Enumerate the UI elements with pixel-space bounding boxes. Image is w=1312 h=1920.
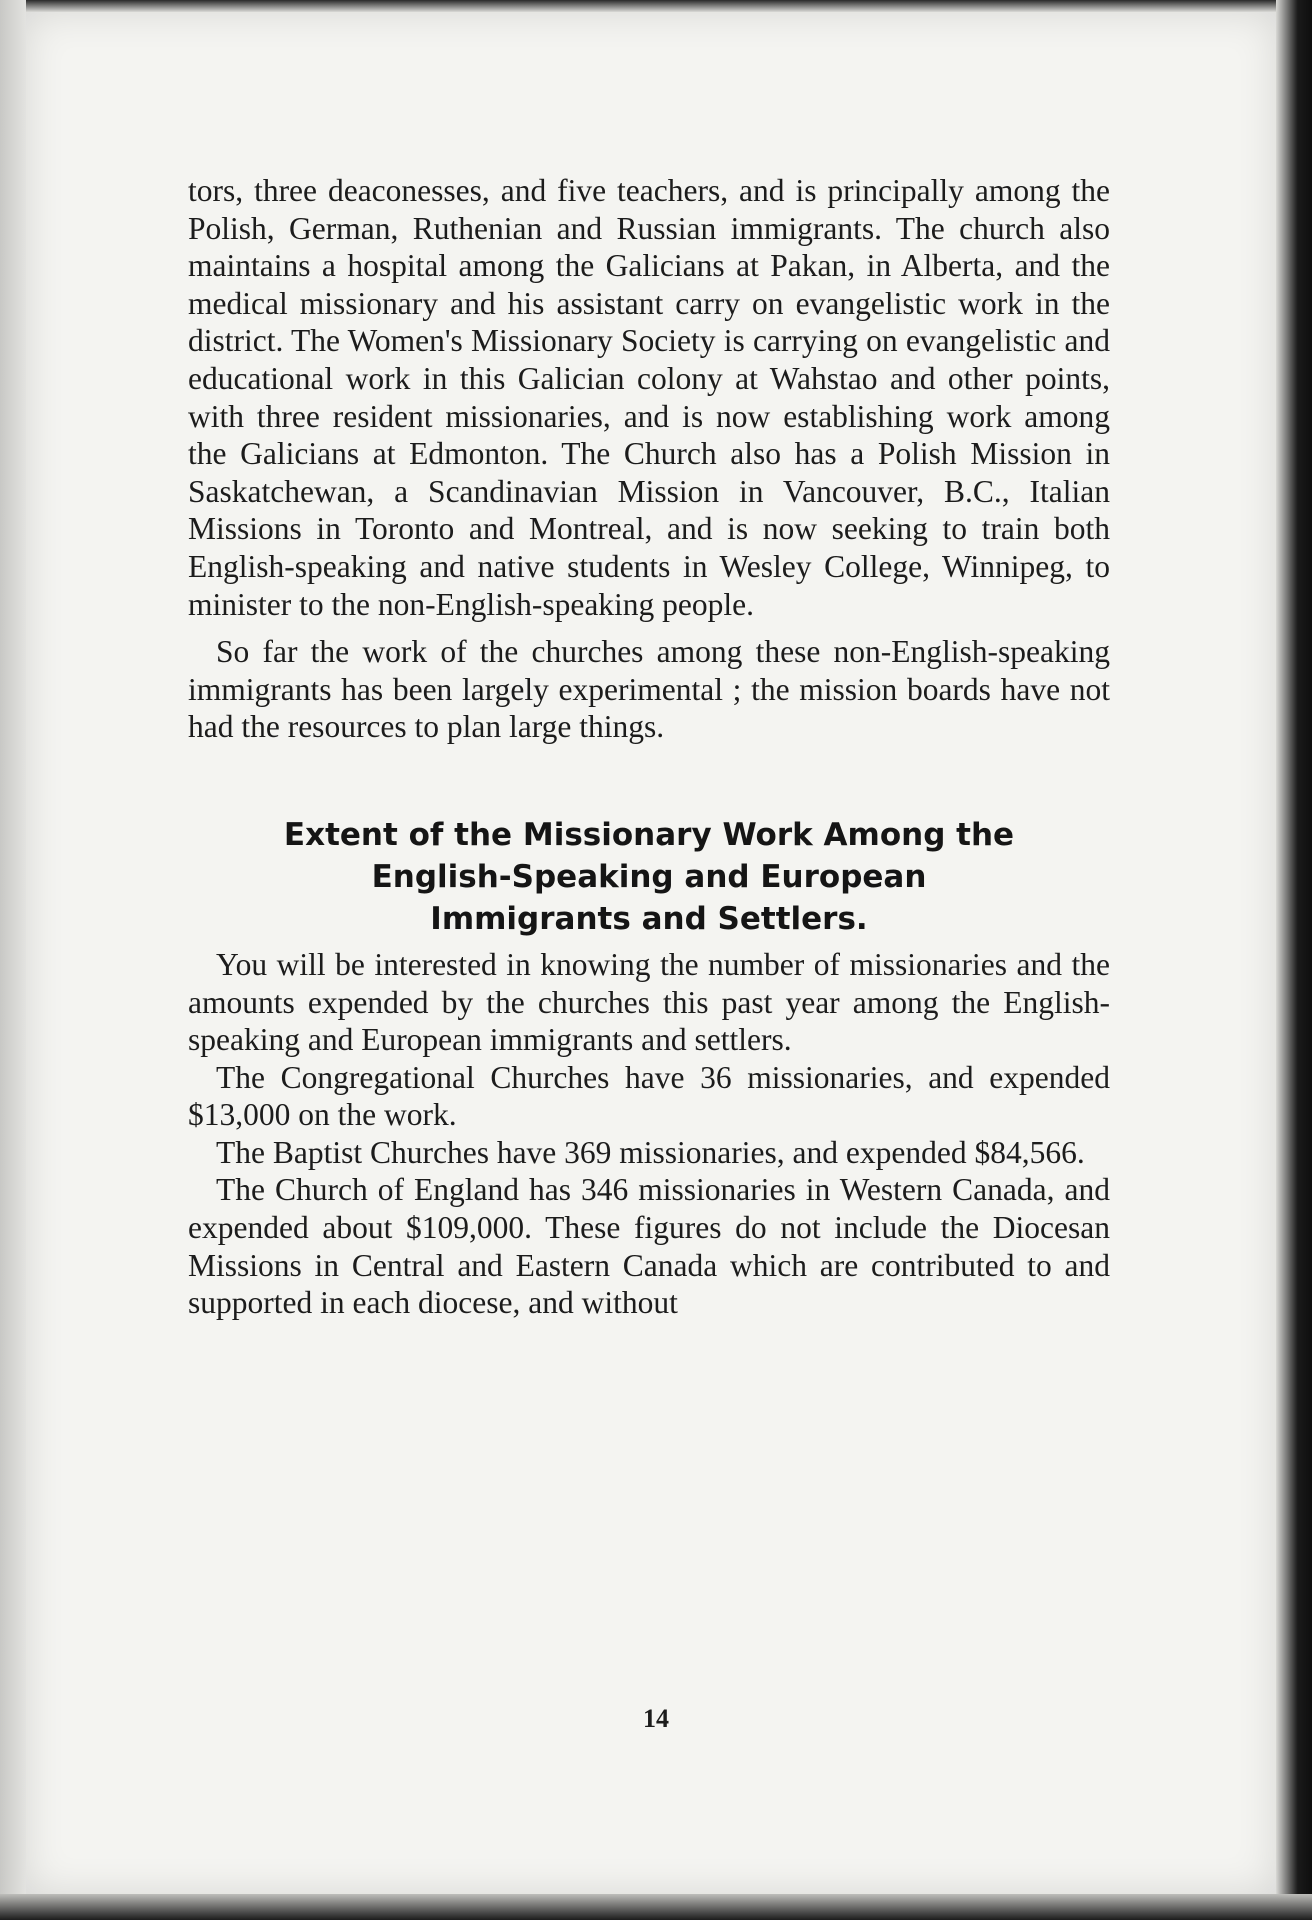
paragraph-baptist: The Baptist Churches have 369 missionaries, and expended $84,566. [216, 1134, 1085, 1170]
paragraph-intro-numbers: You will be interested in knowing the number of missionaries and the amounts expended by the churches this past year among the English-speaking and European immigrants and settlers. [188, 946, 1110, 1058]
top-edge [0, 0, 1312, 12]
paragraph-experimental-work: So far the work of the churches among these non-English-speaking immigrants has been largely experimental ; the mission boards have not had the resources to plan large things. [188, 634, 1110, 745]
left-binding-edge [0, 0, 26, 1920]
right-page-edge [1276, 0, 1312, 1920]
paragraph-church-of-england: The Church of England has 346 missionaries in Western Canada, and expended about $109,000. These figures do not include the Diocesan Missions in Central and Eastern Canada which are contributed to and supported in each diocese, and without [188, 1172, 1110, 1321]
paragraph-congregational: The Congregational Churches have 36 missionaries, and expended $13,000 on the work. [188, 1059, 1110, 1133]
section-heading [188, 814, 1110, 940]
heading-line-2: English-Speaking and European [371, 858, 927, 895]
paragraph-missions-continued: tors, three deaconesses, and five teachers, and is principally among the Polish, German, Ruthenian and Russian immigrants. The church also maintains a hospital among the Galicians at Pakan, in Alberta, and the medical missionary and his assistant carry on evangelistic work in the district. The Women's Missionary Society is carrying on evangelistic and educational work in this Galician colony at Wahstao and other points, with three resident missionaries, and is now establishing work among the Galicians at Edmonton. The Church also has a Polish Mission in Saskatchewan, a Scandinavian Mission in Vancouver, B.C., Italian Missions in Toronto and Montreal, and is now seeking to train both English-speaking and native students in Wesley College, Winnipeg, to minister to the non-English-speaking people. [188, 173, 1110, 622]
heading-line-3: Immigrants and Settlers. [430, 900, 868, 937]
page-body [188, 172, 1110, 1322]
bottom-edge [0, 1894, 1312, 1920]
heading-line-1: Extent of the Missionary Work Among the [283, 816, 1015, 853]
page-number: 14 [643, 1704, 669, 1733]
